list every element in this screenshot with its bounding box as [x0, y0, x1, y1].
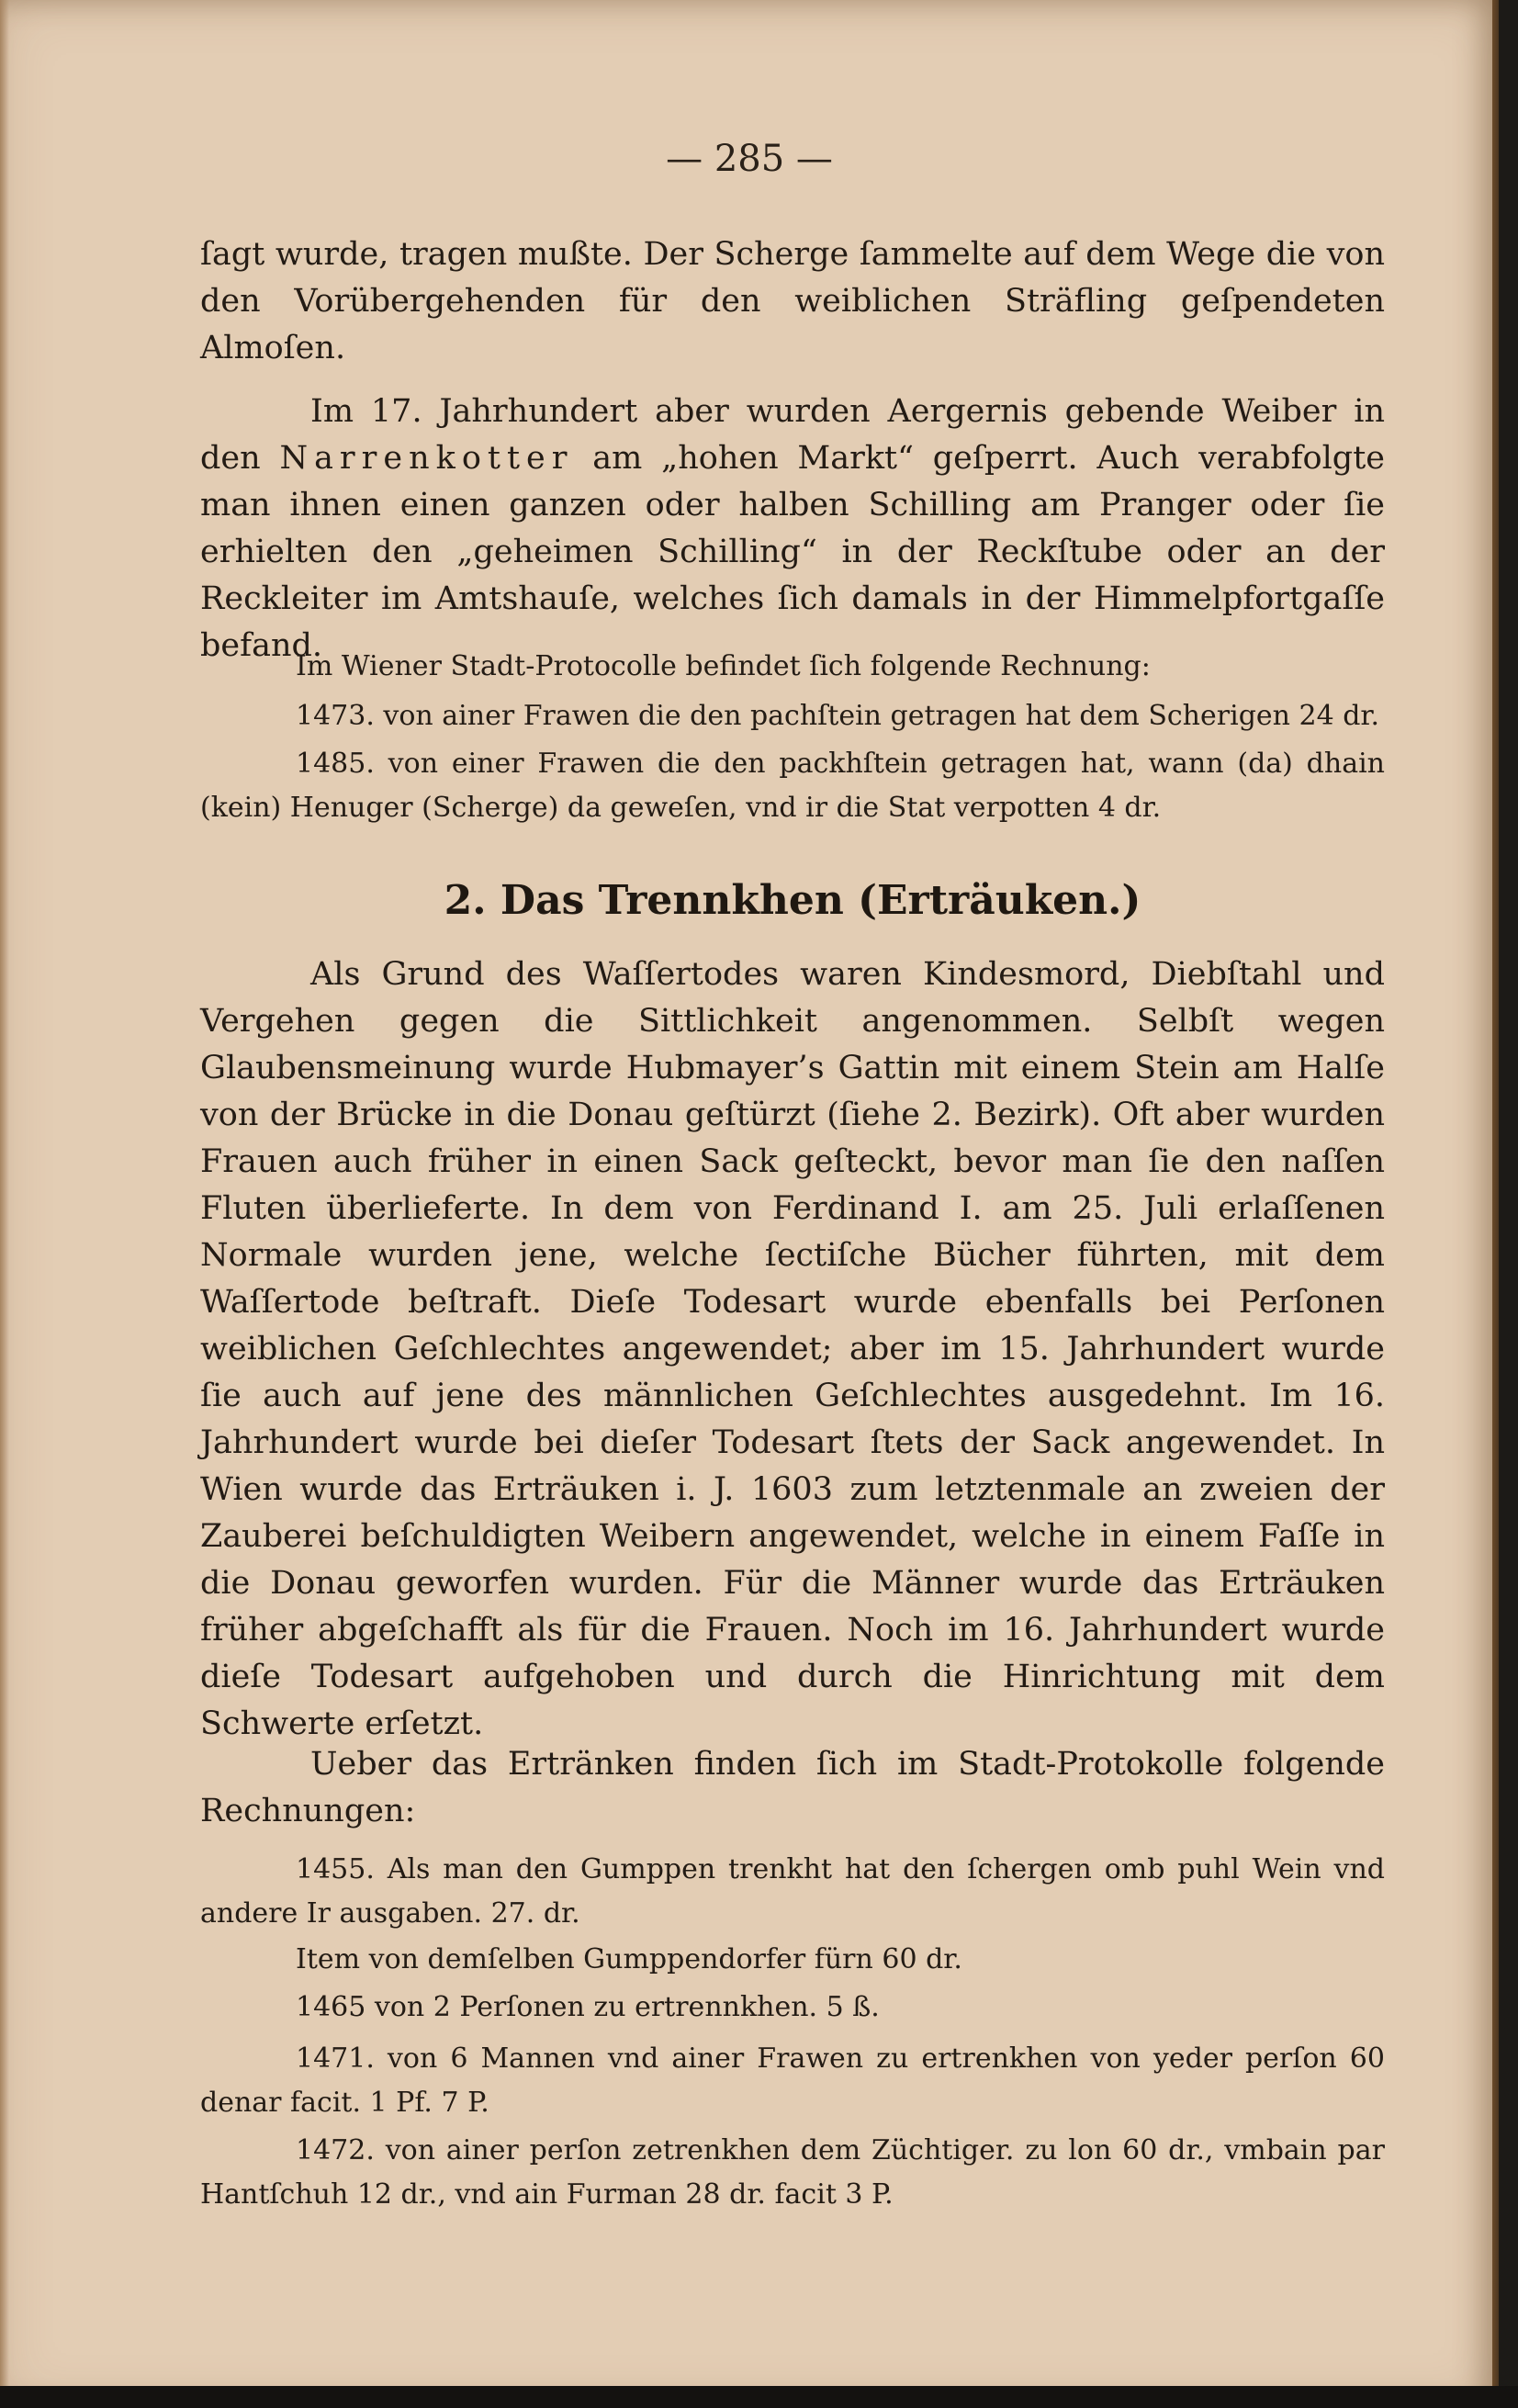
quote-line-6: 1465 von 2 Perſonen zu ertrennkhen. 5 ß.	[296, 1991, 880, 2023]
spaced-term: Narrenkotter	[279, 440, 574, 477]
paragraph-4: Ueber das Ertränken finden ſich im Stadt-Protokolle folgende Rechnungen:	[200, 1746, 1385, 1829]
quote-line-8: 1472. von ainer perſon zetrenkhen dem Züchtiger. zu lon 60 dr., vmbain par Hantſchuh 12 dr., vnd ain Furman 28 dr. facit 3 P.	[200, 2134, 1385, 2211]
paragraph-2-start: Im 17. Jahrhundert aber wurden Aergernis gebende Weiber in den	[200, 393, 1385, 477]
quote-line-1: Im Wiener Stadt-Protocolle befindet ſich folgende Rechnung:	[296, 650, 1151, 682]
quote-line-7: 1471. von 6 Mannen vnd ainer Frawen zu ertrenkhen von yeder perſon 60 denar facit. 1 Pf. 7 P.	[200, 2042, 1385, 2119]
page-left-edge	[0, 0, 9, 2408]
quote-line-2: 1473. von ainer Frawen die den pachſtein getragen hat dem Scherigen 24 dr.	[296, 700, 1380, 732]
book-spine-edge	[1492, 0, 1499, 2408]
scan-bottom-edge	[0, 2386, 1518, 2408]
paragraph-1: ſagt wurde, tragen mußte. Der Scherge ſammelte auf dem Wege die von den Vorübergehenden für den weiblichen Sträfling geſpendeten Almoſen.	[200, 236, 1385, 366]
quote-line-4: 1455. Als man den Gumppen trenkht hat den ſchergen omb puhl Wein vnd andere Ir ausgaben. 27. dr.	[200, 1853, 1385, 1930]
quote-line-3: 1485. von einer Frawen die den packhſtein getragen hat, wann (da) dhain (kein) Henuger (Scherge) da geweſen, vnd ir die Stat verpotten 4 dr.	[200, 748, 1385, 824]
paragraph-2	[200, 388, 1385, 670]
section-title: 2. Das Trennkhen (Erträuken.)	[444, 877, 1141, 924]
paragraph-2-end: am „hohen Markt“ geſperrt. Auch verabfolgte man ihnen einen ganzen oder halben Schilling am Pranger oder ſie erhielten den „geheimen Schilling“ in der Reckſtube oder an der Reckleiter im Amtshauſe, welches ſich damals in der Himmelpfortgaſſe befand.	[200, 440, 1385, 664]
page-number: — 285 —	[666, 138, 833, 180]
quote-line-5: Item von demſelben Gumppendorfer fürn 60 dr.	[296, 1943, 962, 1975]
paragraph-3: Als Grund des Waſſertodes waren Kindesmord, Diebſtahl und Vergehen gegen die Sittlichkeit angenommen. Selbſt wegen Glaubensmeinung wurde Hubmayer’s Gattin mit einem Stein am Halſe von der Brücke in die Donau geſtürzt (ſiehe 2. Bezirk). Oft aber wurden Frauen auch früher in einen Sack geſteckt, bevor man ſie den naſſen Fluten überlieferte. In dem von Ferdinand I. am 25. Juli erlaſſenen Normale wurden jene, welche ſectiſche Bücher führten, mit dem Waſſertode beſtraft. Dieſe Todesart wurde ebenfalls bei Perſonen weiblichen Geſchlechtes angewendet; aber im 15. Jahrhundert wurde ſie auch auf jene des männlichen Geſchlechtes ausgedehnt. Im 16. Jahrhundert wurde bei dieſer Todesart ſtets der Sack angewendet. In Wien wurde das Erträuken i. J. 1603 zum letztenmale an zweien der Zauberei beſchuldigten Weibern angewendet, welche in einem Faſſe in die Donau geworfen wurden. Für die Männer wurde das Erträuken früher abgeſchafft als für die Frauen. Noch im 16. Jahrhundert wurde dieſe Todesart aufgehoben und durch die Hinrichtung mit dem Schwerte erſetzt.	[200, 956, 1385, 1742]
